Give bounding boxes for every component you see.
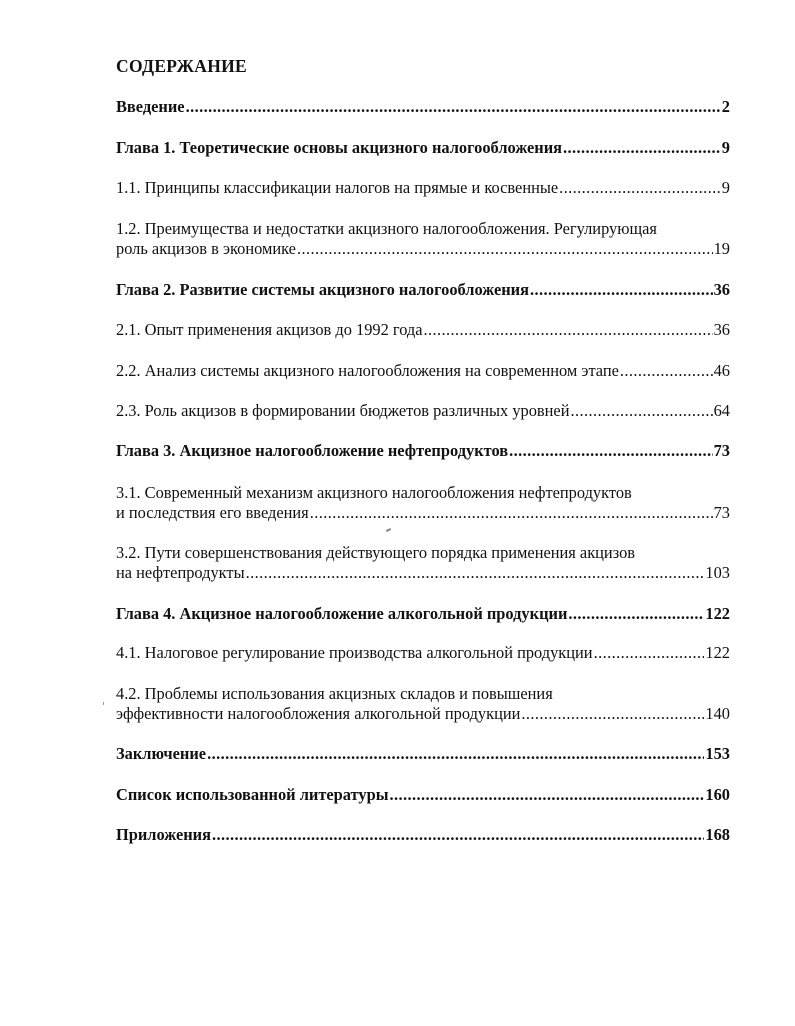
- toc-page-number: 160: [705, 785, 730, 804]
- leader-dots: [563, 138, 721, 158]
- toc-entry-chapter-1[interactable]: [116, 138, 730, 158]
- toc-entry-first-line: 1.2. Преимущества и недостатки акцизного налогообложения. Регулирующая: [116, 219, 657, 238]
- toc-page-number: 73: [713, 441, 730, 460]
- toc-page-number: 2: [721, 97, 730, 116]
- toc-title: СОДЕРЖАНИЕ: [116, 56, 248, 76]
- toc-entry-chapter-4[interactable]: [116, 604, 730, 624]
- leader-dots: [207, 744, 704, 764]
- toc-entry-section-3-2[interactable]: [116, 543, 730, 583]
- toc-entry-section-2-1[interactable]: [116, 320, 730, 340]
- leader-dots: [212, 825, 704, 845]
- toc-page-number: 73: [713, 503, 730, 522]
- leader-dots: [246, 563, 705, 583]
- toc-entry-text: 2.2. Анализ системы акцизного налогообложения на современном этапе: [116, 361, 619, 380]
- leader-dots: [509, 441, 712, 461]
- leader-dots: [559, 178, 721, 198]
- toc-page-number: 122: [705, 604, 730, 623]
- leader-dots: [390, 785, 705, 805]
- toc-page-number: 36: [713, 320, 730, 339]
- leader-dots: [521, 704, 704, 724]
- toc-entry-references[interactable]: [116, 785, 730, 805]
- toc-entry-text: 2.1. Опыт применения акцизов до 1992 года: [116, 320, 423, 339]
- leader-dots: [186, 97, 721, 117]
- leader-dots: [620, 361, 713, 381]
- toc-entry-chapter-3[interactable]: [116, 441, 730, 461]
- toc-entry-first-line: 4.2. Проблемы использования акцизных складов и повышения: [116, 684, 553, 703]
- toc-entry-text: Приложения: [116, 825, 211, 844]
- toc-entry-section-4-2[interactable]: [116, 684, 730, 724]
- scan-artifact: [103, 702, 104, 705]
- toc-entry-first-line: 3.1. Современный механизм акцизного налогообложения нефтепродуктов: [116, 483, 632, 502]
- toc-entry-section-1-2[interactable]: [116, 219, 730, 259]
- toc-page-number: 153: [705, 744, 730, 763]
- toc-entry-text: эффективности налогообложения алкогольной продукции: [116, 704, 521, 723]
- toc-page-number: 64: [713, 401, 730, 420]
- toc-entry-text: и последствия его введения: [116, 503, 309, 522]
- toc-entry-text: 2.3. Роль акцизов в формировании бюджетов различных уровней: [116, 401, 570, 420]
- leader-dots: [570, 401, 712, 421]
- leader-dots: [310, 503, 713, 523]
- toc-entry-text: роль акцизов в экономике: [116, 239, 296, 258]
- toc-entry-section-1-1[interactable]: [116, 178, 730, 198]
- toc-entry-text: 1.1. Принципы классификации налогов на прямые и косвенные: [116, 178, 559, 197]
- toc-entry-text: Глава 2. Развитие системы акцизного налогообложения: [116, 280, 529, 299]
- toc-entry-first-line: 3.2. Пути совершенствования действующего порядка применения акцизов: [116, 543, 636, 562]
- toc-entry-section-4-1[interactable]: [116, 643, 730, 663]
- toc-page-number: 46: [713, 361, 730, 380]
- toc-page-number: 122: [705, 643, 730, 662]
- leader-dots: [530, 280, 713, 300]
- toc-entry-conclusion[interactable]: [116, 744, 730, 764]
- toc-entry-text: Список использованной литературы: [116, 785, 389, 804]
- toc-entry-appendices[interactable]: [116, 825, 730, 845]
- toc-entry-text: на нефтепродукты: [116, 563, 245, 582]
- toc-entry-introduction[interactable]: [116, 97, 730, 117]
- leader-dots: [568, 604, 704, 624]
- toc-entry-section-2-2[interactable]: [116, 361, 730, 381]
- toc-entry-section-2-3[interactable]: [116, 401, 730, 421]
- toc-entry-text: 4.1. Налоговое регулирование производства алкогольной продукции: [116, 643, 593, 662]
- toc-entry-text: Глава 3. Акцизное налогообложение нефтепродуктов: [116, 441, 509, 460]
- toc-entry-text: Глава 4. Акцизное налогообложение алкогольной продукции: [116, 604, 568, 623]
- toc-page-number: 9: [721, 138, 730, 157]
- leader-dots: [297, 239, 713, 259]
- toc-page-number: 168: [705, 825, 730, 844]
- toc-entry-section-3-1[interactable]: [116, 483, 730, 523]
- toc-entry-text: Заключение: [116, 744, 207, 763]
- toc-page-number: 9: [721, 178, 730, 197]
- toc-entry-text: Глава 1. Теоретические основы акцизного налогообложения: [116, 138, 563, 157]
- scan-artifact: [386, 528, 391, 532]
- toc-page-number: 36: [713, 280, 730, 299]
- toc-page-number: 140: [705, 704, 730, 723]
- toc-entry-text: Введение: [116, 97, 185, 116]
- toc-entry-chapter-2[interactable]: [116, 280, 730, 300]
- leader-dots: [424, 320, 713, 340]
- toc-page-number: 19: [713, 239, 730, 258]
- toc-page-number: 103: [705, 563, 730, 582]
- leader-dots: [594, 643, 705, 663]
